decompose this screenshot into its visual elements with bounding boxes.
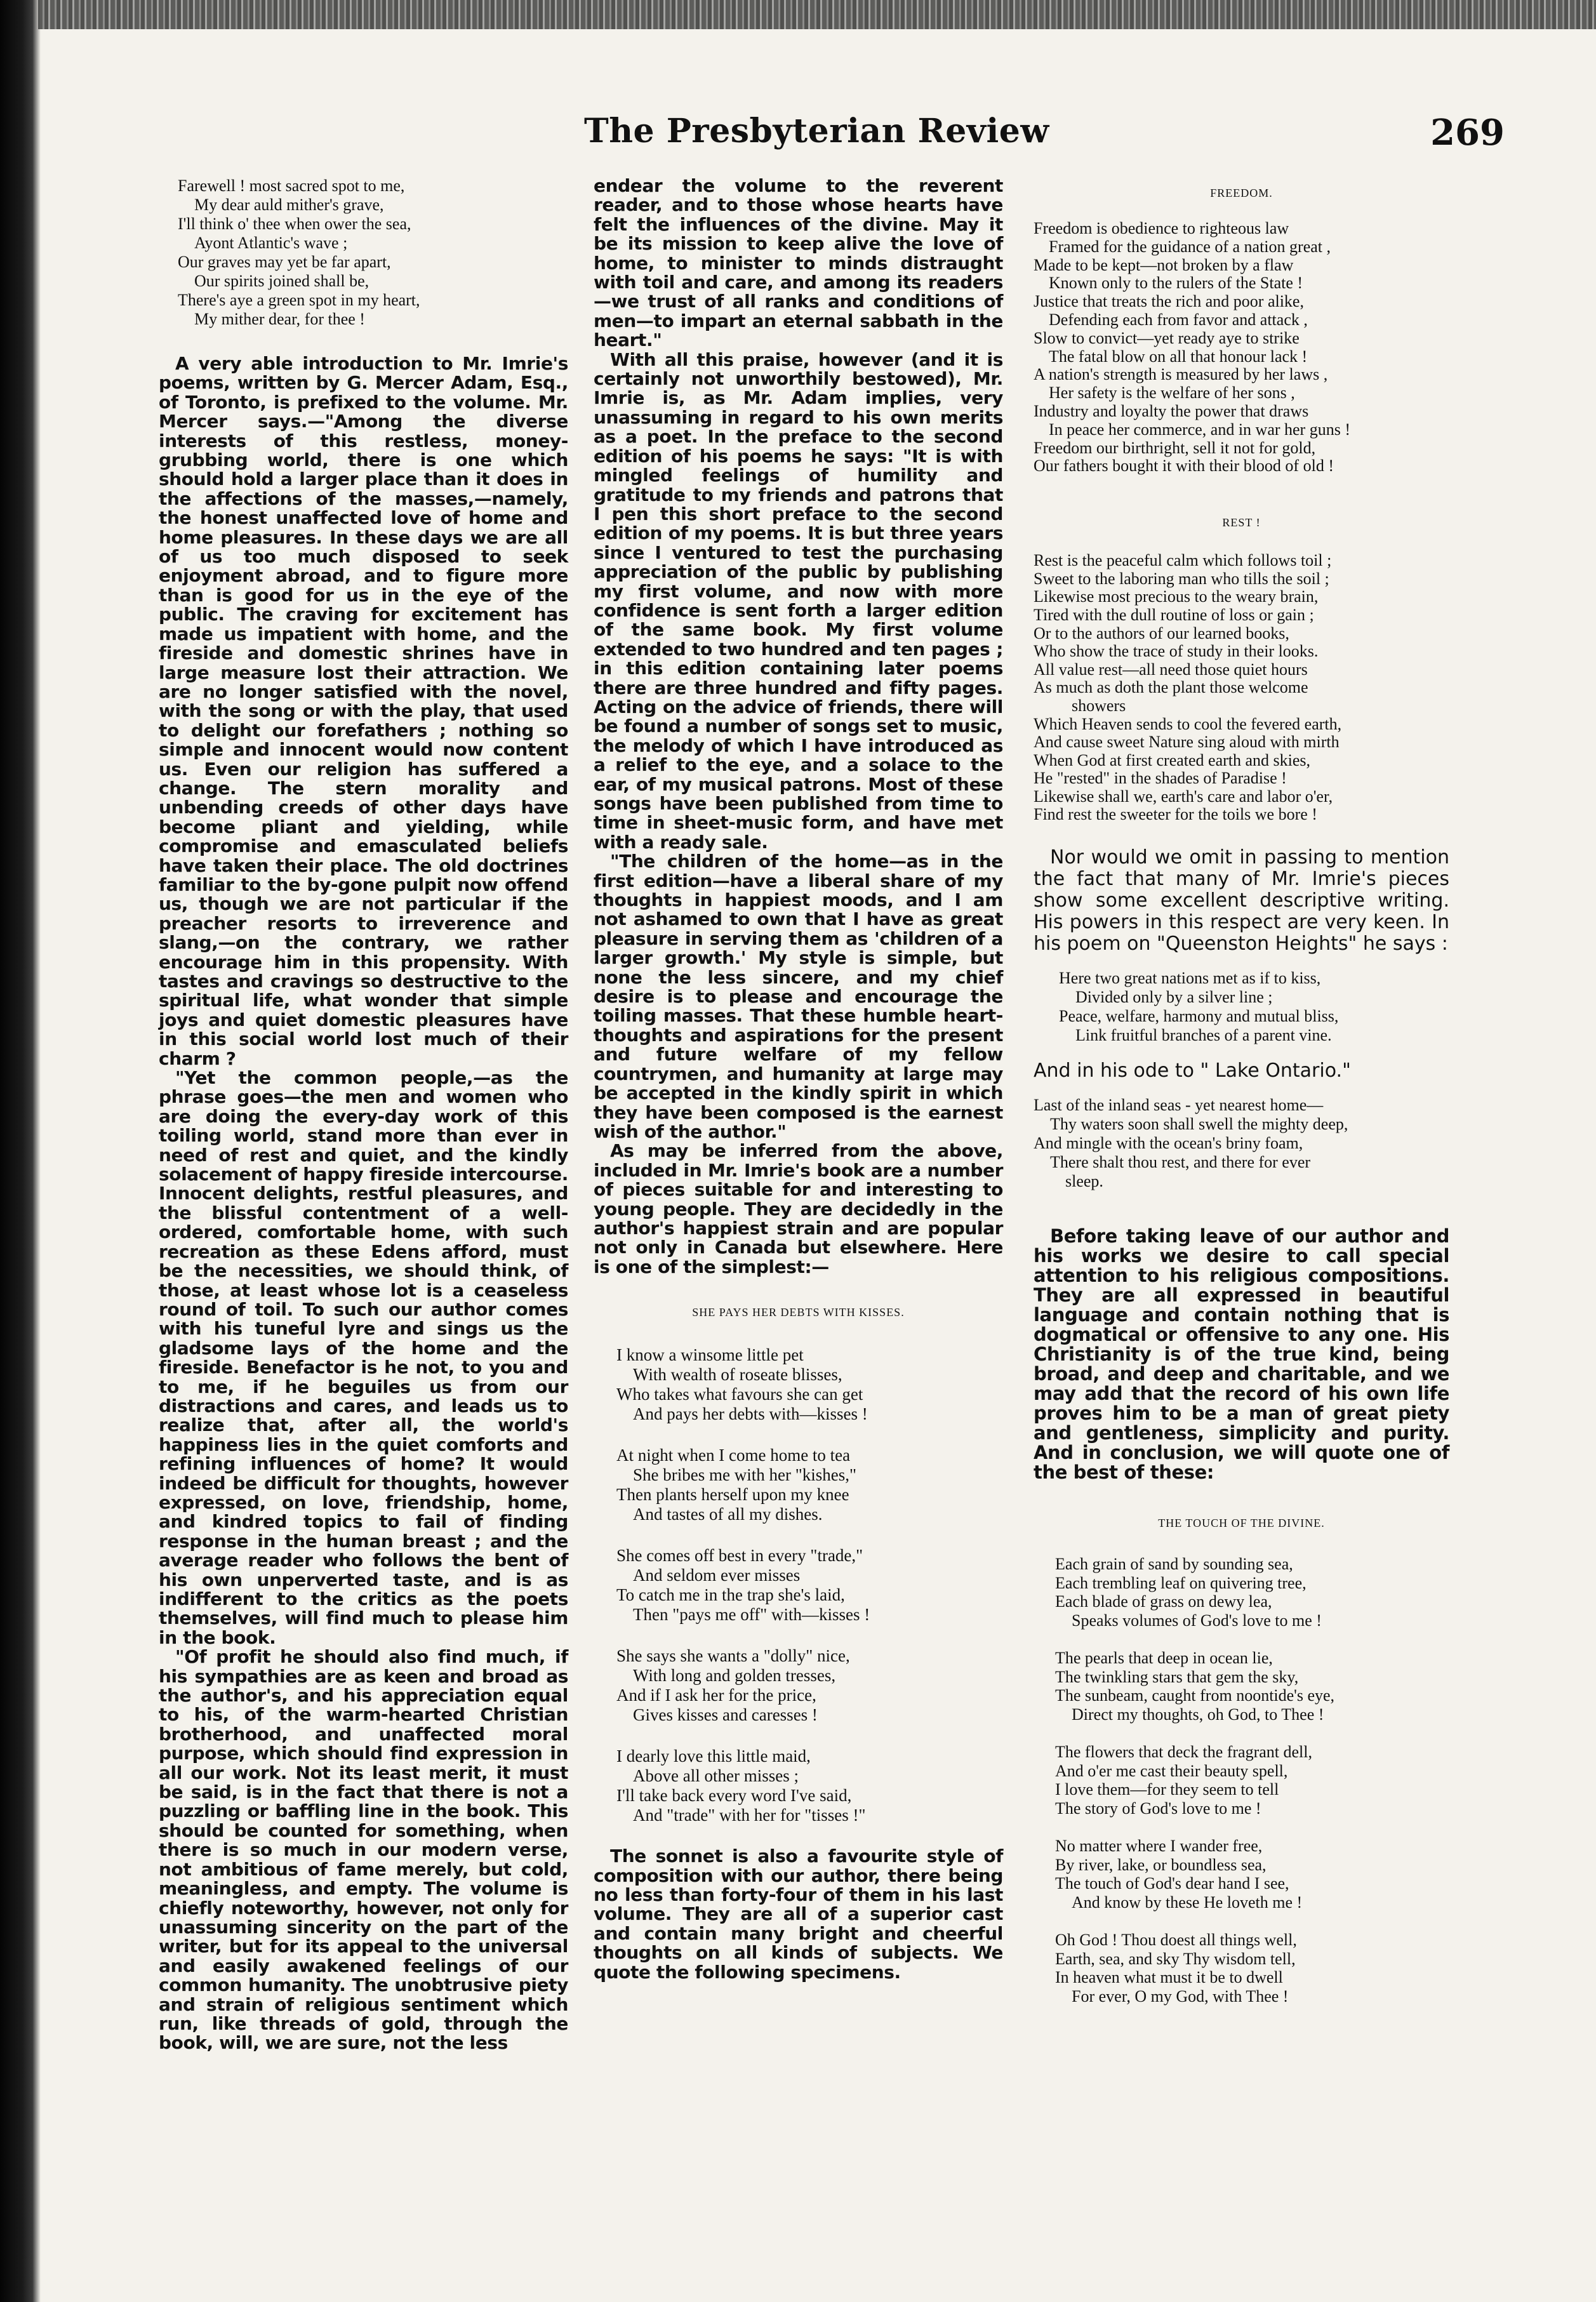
poem-line: Speaks volumes of God's love to me !: [1072, 1611, 1322, 1630]
poem-line: showers: [1072, 696, 1126, 715]
poem-line: Oh God ! Thou doest all things well,: [1055, 1931, 1297, 1950]
poem-line: Here two great nations met as if to kiss,: [1059, 969, 1321, 988]
poem-line: The flowers that deck the fragrant dell,: [1055, 1743, 1312, 1762]
column-3: [1034, 176, 1449, 2006]
stanza: [1055, 1649, 1449, 1724]
poem-line: Divided only by a silver line ;: [1075, 988, 1273, 1007]
poem-line: And know by these He loveth me !: [1072, 1893, 1303, 1912]
poem-line: Industry and loyalty the power that draws: [1034, 401, 1309, 420]
poem-line: For ever, O my God, with Thee !: [1072, 1986, 1289, 2006]
poem-line: My mither dear, for thee !: [194, 310, 365, 328]
poem-line: Above all other misses ;: [633, 1766, 799, 1786]
poem-line: And mingle with the ocean's briny foam,: [1034, 1134, 1303, 1153]
poem-line: Each trembling leaf on quivering tree,: [1055, 1573, 1307, 1592]
poem-line: sleep.: [1065, 1172, 1103, 1191]
farewell-poem: [178, 176, 568, 329]
poem-line: She says she wants a "dolly" nice,: [616, 1646, 850, 1666]
paragraph: As may be inferred from the above, included in Mr. Imrie's book are a number of pieces suitable for and interesting to young people. They are decidedly in the author's happiest strain and are popular not only in Canada but elsewhere. Here is one of the simplest:—: [594, 1140, 1003, 1277]
ontario-lead: And in his ode to " Lake Ontario.": [1034, 1060, 1351, 1082]
poem-line: And tastes of all my dishes.: [633, 1505, 823, 1524]
paragraph: "The children of the home—as in the first edition—have a liberal share of my thoughts in happiest moods, and I am not ashamed to own that I have as great pleasure in serving them as 'children of a larger growth.' My style is simple, but none the less sincere, and my chief desire is to please and encourage the toiling masses. That these humble heart-thoughts and aspirations for the present and future welfare of my fellow countrymen, and humanity at large may be accepted in the kindly spirit in which they have been composed is the earnest wish of the author.": [594, 851, 1003, 1142]
touch-poem: [1055, 1555, 1449, 2006]
poem-line: Find rest the sweeter for the toils we bore !: [1034, 805, 1317, 824]
ontario-quote: [1034, 1096, 1449, 1191]
article-body-col1: [159, 354, 568, 2053]
rest-poem: [1034, 552, 1449, 824]
poem-line: Rest is the peaceful calm which follows toil ;: [1034, 551, 1332, 570]
poem-line: As much as doth the plant those welcome: [1034, 678, 1308, 697]
poem-line: Her safety is the welfare of her sons ,: [1049, 383, 1295, 403]
poem-line: The story of God's love to me !: [1055, 1799, 1261, 1818]
poem-line: He "rested" in the shades of Paradise !: [1034, 769, 1287, 788]
stanza: [1055, 1555, 1449, 1630]
poem-line: Thy waters soon shall swell the mighty deep,: [1050, 1115, 1348, 1134]
queenston-quote: [1059, 969, 1449, 1045]
poem-line: I'll take back every word I've said,: [616, 1786, 852, 1806]
poem-title-touch: THE TOUCH OF THE DIVINE.: [1158, 1517, 1325, 1530]
poem-line: Then plants herself upon my knee: [616, 1485, 849, 1505]
poem-line: Who takes what favours she can get: [616, 1385, 863, 1404]
paragraph: "Yet the common people,—as the phrase goes—the men and women who are doing the every-day work of this toiling world, stand more than ever in need of rest and quiet, and the kindly solacement of happy fireside intercourse. Innocent delights, restful pleasures, and the blissful contentment of a well-ordered, comfortable home, with such recreation as these Edens afford, must be the necessities, we should think, of those, at least whose lot is a ceaseless round of toil. To such our author comes with his tuneful lyre and sings us the gladsome lays of the home and the fireside. Benefactor is he not, to you and to me, if he beguiles us from our distractions and cares, and leads us to realize that, after all, the world's happiness lies in the quiet comforts and refining influences of home? It would indeed be difficult for thoughts, however expressed, on love, friendship, home, and kindred topics to fail of finding response in the human breast ; and the average reader who follows the bent of his own unperverted taste, and is as indifferent to the critics as the poets themselves, will find much to please him in the book.: [159, 1067, 568, 1648]
journal-title: The Presbyterian Review: [584, 112, 1049, 150]
poem-line: Known only to the rulers of the State !: [1049, 274, 1303, 293]
freedom-sonnet: [1034, 220, 1449, 476]
poem-line: And cause sweet Nature sing aloud with mirth: [1034, 733, 1340, 752]
poem-title-freedom: FREEDOM.: [1210, 187, 1273, 199]
poem-line: Gives kisses and caresses !: [633, 1705, 818, 1725]
poem-line: Freedom our birthright, sell it not for gold,: [1034, 438, 1316, 457]
poem-line: Tired with the dull routine of loss or gain ;: [1034, 605, 1314, 624]
page-number: 269: [1430, 112, 1505, 154]
paragraph: A very able introduction to Mr. Imrie's poems, written by G. Mercer Adam, Esq., of Toronto, is prefixed to the volume. Mr. Mercer says.—"Among the diverse interests of this restless, money-grubbing world, there is one which should hold a larger place than it does in the affections of the masses,—namely, the honest unaffected love of home and home pleasures. In these days we are all of us too much disposed to seek enjoyment abroad, and to figure more than is good for us in the eye of the public. The craving for excitement has made us impatient with home, and the fireside and domestic shrines have in large measure lost their attraction. We are no longer satisfied with the novel, with the song or with the play, that used to delight our forefathers ; nothing so simple and innocent would now content us. Even our religion has suffered a change. The stern morality and unbending creeds of other days have become pliant and yielding, while compromise and emasculated beliefs have taken their place. The old doctrines familiar to the by-gone pulpit now offend us, though we are not particular if the preacher resorts to irreverence and slang,—on the contrary, we rather encourage him in this propensity. With tastes and cravings so destructive to the spiritual life, what wonder that simple joys and quiet domestic pleasures have in this social world lost much of their charm ?: [159, 353, 568, 1069]
kisses-poem: [616, 1345, 1003, 1825]
article-body-col2: [594, 176, 1003, 1277]
paragraph: With all this praise, however (and it is certainly not unworthily bestowed), Mr. Imrie is, as Mr. Adam implies, very unassuming in regard to his own merits as a poet. In the preface to the second edition of his poems he says: "It is with mingled feelings of humility and gratitude to my friends and patrons that I pen this short preface to the second edition of my poems. It is but three years since I ventured to test the purchasing appreciation of the public by publishing my first volume, and now with more confidence is sent forth a larger edition of the same book. My first volume extended to two hundred and ten pages ; in this edition containing later poems there are three hundred and fifty pages. Acting on the advice of friends, there will be found a number of songs set to music, the melody of which I have introduced as a relief to the eye, and a solace to the ear, of my musical patrons. Most of these songs have been published from time to time in sheet-music form, and have met with a ready sale.: [594, 349, 1003, 853]
poem-line: Earth, sea, and sky Thy wisdom tell,: [1055, 1949, 1296, 1968]
poem-line: The twinkling stars that gem the sky,: [1055, 1667, 1299, 1686]
poem-line: Freedom is obedience to righteous law: [1034, 219, 1289, 237]
poem-line: In peace her commerce, and in war her guns !: [1049, 420, 1350, 439]
poem-line: All value rest—all need those quiet hours: [1034, 660, 1308, 679]
poem-line: Our graves may yet be far apart,: [178, 253, 391, 271]
poem-line: By river, lake, or boundless sea,: [1055, 1855, 1267, 1874]
poem-line: And "trade" with her for "tisses !": [633, 1806, 866, 1825]
stanza: [1055, 1931, 1449, 2006]
poem-line: The sunbeam, caught from noontide's eye,: [1055, 1686, 1335, 1705]
poem-line: A nation's strength is measured by her laws ,: [1034, 365, 1328, 384]
page-binding-shadow: [0, 0, 41, 2302]
poem-line: Last of the inland seas - yet nearest home—: [1034, 1096, 1324, 1115]
stanza: [1055, 1743, 1449, 1818]
poem-line: Made to be kept—not broken by a flaw: [1034, 255, 1294, 274]
paragraph: The sonnet is also a favourite style of composition with our author, there being no less than forty-four of them in his last volume. They are all of a superior cast and contain many bright and cheerful thoughts on all kinds of subjects. We quote the following specimens.: [594, 1846, 1003, 1983]
poem-line: Ayont Atlantic's wave ;: [194, 234, 348, 252]
paragraph: Nor would we omit in passing to mention the fact that many of Mr. Imrie's pieces show some excellent descriptive writing. His powers in this respect are very keen. In his poem on "Queenston Heights" he says :: [1034, 846, 1449, 955]
poem-line: She comes off best in every "trade,": [616, 1546, 863, 1566]
article-body-col2-end: [594, 1847, 1003, 1982]
poem-line: And if I ask her for the price,: [616, 1686, 816, 1705]
column-2: [594, 176, 1003, 1982]
poem-line: At night when I come home to tea: [616, 1446, 851, 1465]
stanza: [616, 1446, 1003, 1524]
poem-line: And pays her debts with—kisses !: [633, 1404, 868, 1424]
paragraph: Before taking leave of our author and his works we desire to call special attention to his religious compositions. They are all expressed in beautiful language and contain nothing that is dogmatical or offensive to any one. His Christianity is of the true kind, being broad, and deep and charitable, and we may add that the record of his own life proves him to be a man of great piety and gentleness, simplicity and purity. And in conclusion, we will quote one of the best of these:: [1034, 1225, 1449, 1484]
poem-line: Who show the trace of study in their looks.: [1034, 642, 1319, 661]
poem-line: Likewise shall we, earth's care and labor o'er,: [1034, 787, 1333, 806]
poem-line: My dear auld mither's grave,: [194, 196, 384, 214]
poem-line: The fatal blow on all that honour lack !: [1049, 347, 1308, 366]
stanza: [616, 1646, 1003, 1725]
poem-line: Farewell ! most sacred spot to me,: [178, 176, 405, 195]
stanza: [616, 1345, 1003, 1424]
poem-line: Link fruitful branches of a parent vine.: [1075, 1026, 1332, 1045]
poem-line: And o'er me cast their beauty spell,: [1055, 1761, 1288, 1780]
poem-line: Framed for the guidance of a nation great ,: [1049, 237, 1331, 256]
paragraph: endear the volume to the reverent reader, and to those whose hearts have felt the influences of the divine. May it be its mission to keep alive the love of home, to minister to minds distraught with toil and care, and among its readers—we trust of all ranks and conditions of men—to impart an eternal sabbath in the heart.": [594, 175, 1003, 351]
poem-line: Which Heaven sends to cool the fevered earth,: [1034, 714, 1342, 733]
poem-line: In heaven what must it be to dwell: [1055, 1968, 1283, 1987]
poem-line: There shalt thou rest, and there for ever: [1050, 1153, 1311, 1172]
page-header: [89, 112, 1562, 163]
poem-line: The touch of God's dear hand I see,: [1055, 1874, 1289, 1893]
poem-line: Slow to convict—yet ready aye to strike: [1034, 328, 1300, 347]
poem-line: I'll think o' thee when ower the sea,: [178, 215, 411, 233]
poem-line: Likewise most precious to the weary brain,: [1034, 587, 1319, 606]
poem-line: With long and golden tresses,: [633, 1666, 836, 1686]
poem-line: Justice that treats the rich and poor alike,: [1034, 292, 1304, 311]
poem-line: The pearls that deep in ocean lie,: [1055, 1649, 1273, 1668]
poem-line: With wealth of roseate blisses,: [633, 1365, 842, 1385]
poem-line: Our fathers bought it with their blood of old !: [1034, 456, 1334, 476]
poem-line: When God at first created earth and skies,: [1034, 750, 1311, 769]
stanza: [616, 1746, 1003, 1825]
stanza: [1055, 1837, 1449, 1912]
poem-line: I know a winsome little pet: [616, 1345, 804, 1365]
poem-line: Defending each from favor and attack ,: [1049, 310, 1308, 329]
poem-line: There's aye a green spot in my heart,: [178, 291, 420, 309]
column-1: [159, 176, 568, 2053]
stanza: [616, 1546, 1003, 1625]
poem-line: I love them—for they seem to tell: [1055, 1780, 1279, 1799]
poem-line: Then "pays me off" with—kisses !: [633, 1605, 870, 1625]
poem-line: Peace, welfare, harmony and mutual bliss,: [1059, 1007, 1339, 1026]
scan-top-edge: [38, 0, 1596, 29]
poem-line: Each grain of sand by sounding sea,: [1055, 1555, 1293, 1574]
poem-line: And seldom ever misses: [633, 1566, 801, 1585]
poem-line: Sweet to the laboring man who tills the soil ;: [1034, 569, 1329, 588]
poem-line: She bribes me with her "kishes,": [633, 1465, 856, 1485]
article-body-col3: [1034, 1227, 1449, 1482]
poem-line: Or to the authors of our learned books,: [1034, 623, 1289, 642]
poem-title-rest: REST !: [1222, 516, 1261, 529]
poem-line: I dearly love this little maid,: [616, 1746, 811, 1766]
poem-title-kisses: SHE PAYS HER DEBTS WITH KISSES.: [692, 1306, 905, 1319]
poem-line: Each blade of grass on dewy lea,: [1055, 1592, 1272, 1611]
poem-line: No matter where I wander free,: [1055, 1837, 1263, 1856]
paragraph: "Of profit he should also find much, if his sympathies are as keen and broad as the author's, and his appreciation equal to his, of the warm-hearted Christian brotherhood, and unaffected moral purpose, which should find expression in all our work. Not its least merit, it must be said, is in the fact that there is not a puzzling or baffling line in the book. This should be counted for something, when there is so much in our modern verse, not ambitious of fame merely, but cold, meaningless, and empty. The volume is chiefly noteworthy, however, not only for unassuming sincerity on the part of the writer, but for its appeal to the universal and easily awakened feelings of our common humanity. The unobtrusive piety and strain of religious sentiment which run, like threads of gold, through the book, will, we are sure, not the less: [159, 1646, 568, 2054]
poem-line: Our spirits joined shall be,: [194, 272, 369, 290]
poem-line: To catch me in the trap she's laid,: [616, 1585, 845, 1605]
poem-line: Direct my thoughts, oh God, to Thee !: [1072, 1705, 1324, 1724]
